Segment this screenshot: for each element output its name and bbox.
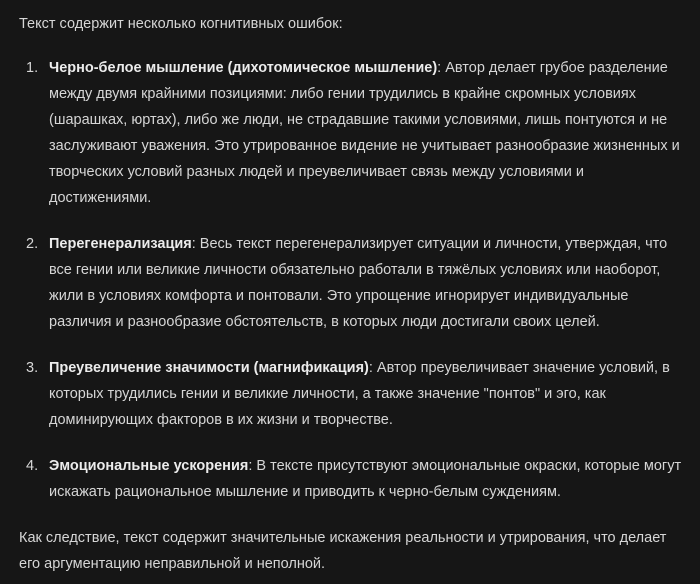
intro-text: Текст содержит несколько когнитивных ошибок: (19, 16, 343, 32)
list-item (19, 231, 690, 335)
list-item (19, 453, 690, 505)
list-number: 2. (26, 236, 39, 252)
list-number: 4. (26, 458, 39, 474)
list-item-text: : Весь текст перегенерализирует ситуации и личности, утверждая, что все гении или великие личности обязательно работали в тяжёлых условиях или наоборот, жили в условиях комфорта и понтовали. Это упрощение игнорирует индивидуальные различия и разнообразие обстоятельств, в которых люди достигали своих целей. (49, 236, 668, 330)
list-number: 3. (26, 360, 39, 376)
list-item (19, 55, 690, 211)
list-number: 1. (26, 60, 39, 76)
list-item-term: Черно-белое мышление (дихотомическое мышление) (49, 60, 438, 76)
list-item-text: : Автор делает грубое разделение между двумя крайними позициями: либо гении трудились в крайне скромных условиях (шарашках, юртах), либо же люди, не страдавшие такими условиями, лишь понтуются и не заслуживают уважения. Это утрированное видение не учитывает разнообразие жизненных и творческих условий разных людей и преувеличивает связь между условиями и достижениями. (49, 60, 680, 206)
list-item-text: : Автор преувеличивает значение условий, в которых трудились гении и великие личности, а также значение "понтов" и эго, как доминирующих факторов в их жизни и творчестве. (49, 360, 670, 428)
list-item (19, 355, 690, 433)
list-item-term: Преувеличение значимости (магнификация) (49, 360, 369, 376)
list-item-term: Перегенерализация (49, 236, 192, 252)
list-item-term: Эмоциональные ускорения (49, 458, 249, 474)
conclusion-text: Как следствие, текст содержит значительные искажения реальности и утрирования, что делает его аргументацию неправильной и неполной. (19, 530, 667, 572)
list-item-text: : В тексте присутствуют эмоциональные окраски, которые могут искажать рациональное мышление и приводить к черно-белым суждениям. (49, 458, 682, 500)
cognitive-errors-list (19, 55, 690, 505)
